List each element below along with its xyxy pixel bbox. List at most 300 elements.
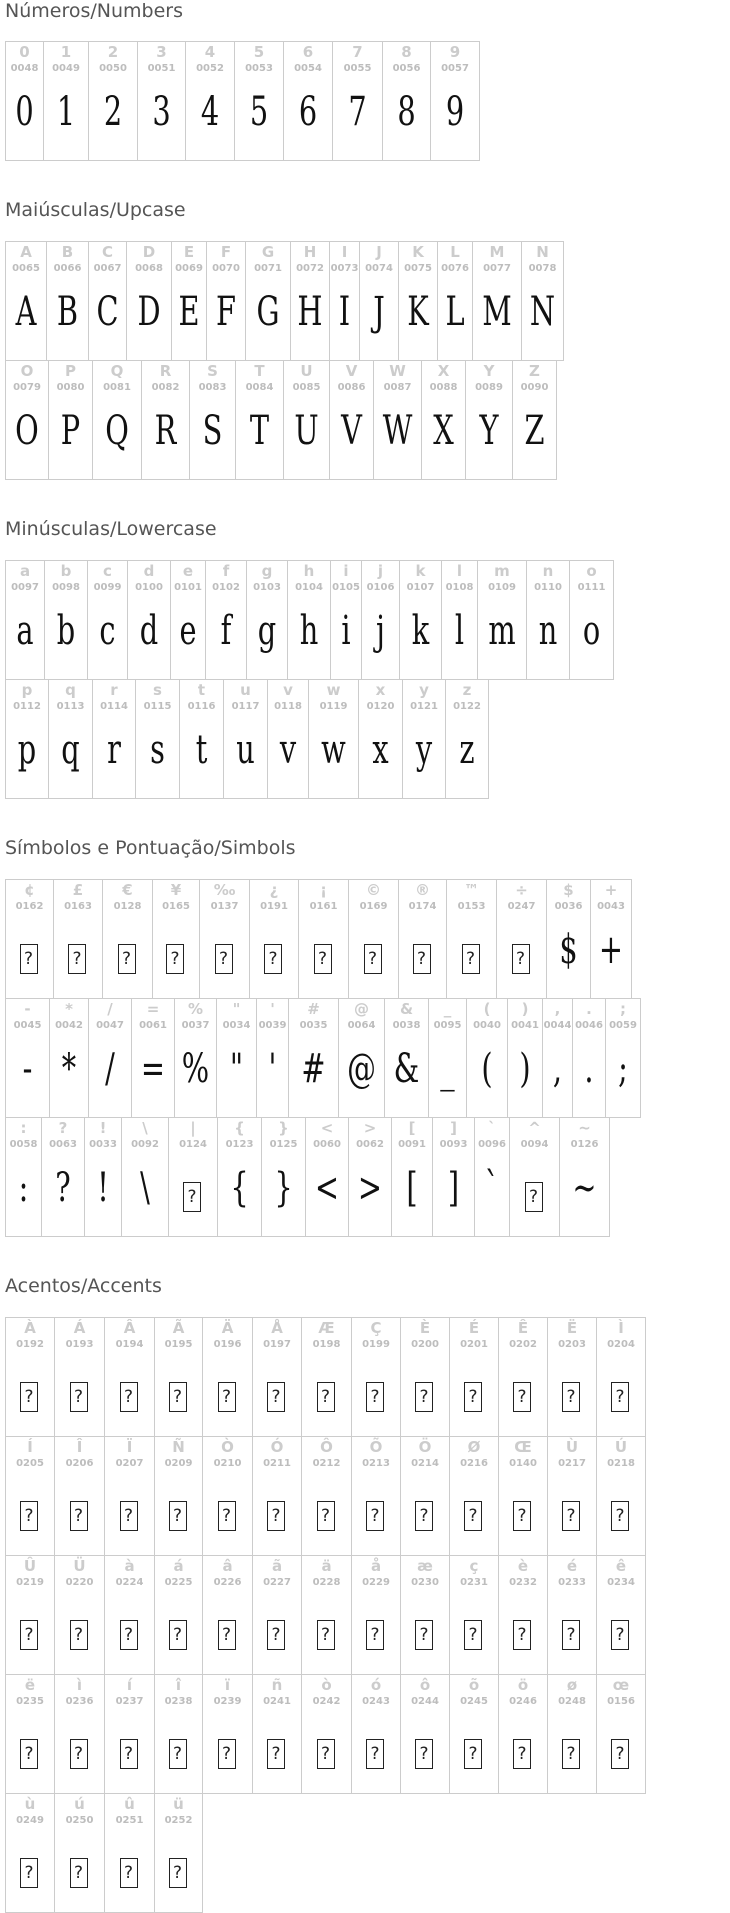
char-code-label: 0103	[253, 582, 281, 593]
font-glyph-sample: 9	[445, 89, 465, 135]
font-glyph-sample: u	[236, 727, 255, 773]
character-label: m	[494, 562, 510, 580]
character-label: ë	[24, 1676, 36, 1694]
glyph-cell	[398, 241, 438, 361]
character-label: å	[370, 1557, 382, 1575]
character-label: z	[462, 681, 472, 699]
font-glyph-sample: G	[256, 289, 280, 335]
glyph-cell	[466, 998, 508, 1118]
char-code-label: 0067	[93, 263, 122, 274]
font-glyph-sample: #	[301, 1046, 326, 1092]
char-code-label: 0105	[332, 582, 360, 593]
missing-glyph-box-icon: ?	[314, 944, 332, 974]
section-title-upcase: Maiúsculas/Upcase	[5, 199, 186, 221]
font-glyph-sample: 3	[152, 89, 171, 135]
character-label: É	[468, 1319, 480, 1337]
character-label: I	[341, 243, 348, 261]
glyph-cell	[5, 1674, 55, 1794]
glyph-cell	[301, 1555, 352, 1675]
character-label: i	[343, 562, 349, 580]
char-code-label: 0075	[404, 263, 432, 274]
character-label: Í	[27, 1438, 33, 1456]
character-label: F	[220, 243, 232, 261]
character-label: B	[61, 243, 74, 261]
char-code-label: 0038	[392, 1020, 421, 1031]
font-glyph-sample: v	[279, 727, 297, 773]
font-glyph-sample: g	[257, 608, 277, 654]
missing-glyph-box-icon: ?	[562, 1620, 580, 1650]
glyph-cell	[348, 1117, 392, 1237]
glyph-cell	[298, 879, 349, 999]
missing-glyph-box-icon: ?	[366, 1739, 384, 1769]
missing-glyph-box-icon: ?	[562, 1382, 580, 1412]
char-code-label: 0088	[429, 382, 458, 393]
glyph-cell	[398, 879, 447, 999]
character-label: Û	[23, 1557, 37, 1575]
char-code-label: 0118	[274, 701, 302, 712]
font-glyph-sample: `	[484, 1165, 500, 1211]
glyph-cell	[5, 1117, 42, 1237]
glyph-cell	[44, 560, 88, 680]
font-glyph-sample: +	[598, 927, 624, 973]
missing-glyph-box-icon: ?	[462, 944, 480, 974]
character-label: k	[415, 562, 426, 580]
glyph-cell	[547, 1555, 597, 1675]
character-label: ù	[24, 1795, 36, 1813]
character-label: Æ	[318, 1319, 335, 1337]
section-title-symbols: Símbolos e Pontuação/Simbols	[5, 837, 296, 859]
missing-glyph-box-icon: ?	[169, 1382, 187, 1412]
glyph-cell	[446, 879, 497, 999]
character-label: Õ	[369, 1438, 383, 1456]
character-label: í	[126, 1676, 133, 1694]
font-glyph-sample: 8	[397, 89, 416, 135]
missing-glyph-box-icon: ?	[267, 1620, 285, 1650]
font-glyph-sample: .	[584, 1046, 594, 1092]
section-title-lowercase: Minúsculas/Lowercase	[5, 518, 217, 540]
char-code-label: 0112	[13, 701, 41, 712]
font-glyph-sample: ;	[618, 1046, 628, 1092]
glyph-cell	[135, 679, 180, 799]
character-label: €	[122, 881, 133, 899]
char-code-label: 0058	[9, 1139, 38, 1150]
missing-glyph-box-icon: ?	[70, 1739, 88, 1769]
glyph-cell	[154, 1317, 203, 1437]
character-label: p	[21, 681, 33, 699]
glyph-cell	[104, 1674, 155, 1794]
character-label: %	[187, 1000, 204, 1018]
char-code-label: 0084	[245, 382, 274, 393]
glyph-cell	[301, 1436, 352, 1556]
glyph-cell	[332, 41, 383, 161]
glyph-cell	[305, 1117, 349, 1237]
character-label: <	[320, 1119, 334, 1137]
glyph-cell	[205, 560, 247, 680]
character-label: Q	[110, 362, 124, 380]
font-glyph-sample: :	[18, 1165, 29, 1211]
glyph-cell	[202, 1317, 253, 1437]
missing-glyph-box-icon: ?	[169, 1858, 187, 1888]
font-glyph-sample: q	[61, 727, 80, 773]
font-glyph-sample: >	[357, 1165, 383, 1211]
glyph-cell	[5, 1793, 55, 1913]
character-label: é	[566, 1557, 578, 1575]
character-label: .	[586, 1000, 592, 1018]
glyph-cell	[441, 560, 478, 680]
char-code-label: 0090	[520, 382, 549, 393]
glyph-cell	[137, 41, 186, 161]
glyph-cell	[596, 1317, 646, 1437]
character-label: ó	[370, 1676, 382, 1694]
character-label: N	[536, 243, 549, 261]
missing-glyph-box-icon: ?	[611, 1382, 629, 1412]
missing-glyph-box-icon: ?	[525, 1182, 543, 1212]
char-code-label: 0066	[53, 263, 82, 274]
glyph-cell	[252, 1317, 302, 1437]
char-code-label: 0243	[362, 1696, 390, 1707]
char-code-label: 0220	[65, 1577, 94, 1588]
glyph-cell	[474, 1117, 510, 1237]
character-label: |	[190, 1119, 196, 1137]
font-glyph-sample: 2	[103, 89, 123, 135]
glyph-cell	[252, 1674, 302, 1794]
char-code-label: 0236	[65, 1696, 94, 1707]
character-label: C	[101, 243, 113, 261]
font-glyph-sample: L	[445, 289, 465, 335]
char-code-label: 0117	[231, 701, 260, 712]
character-label: á	[173, 1557, 184, 1575]
glyph-cell	[400, 1436, 450, 1556]
font-glyph-sample: J	[373, 289, 385, 335]
char-code-label: 0235	[16, 1696, 44, 1707]
char-code-label: 0047	[96, 1020, 124, 1031]
char-code-label: 0057	[441, 63, 469, 74]
glyph-cell	[202, 1555, 253, 1675]
character-label: ^	[528, 1119, 541, 1137]
section-title-numbers: Números/Numbers	[5, 0, 183, 22]
missing-glyph-box-icon: ?	[317, 1739, 335, 1769]
character-label: c	[103, 562, 112, 580]
font-glyph-sample: /	[105, 1046, 115, 1092]
glyph-cell	[400, 1674, 450, 1794]
char-code-label: 0044	[543, 1020, 572, 1031]
char-code-label: 0097	[11, 582, 39, 593]
glyph-cell	[509, 1117, 560, 1237]
glyph-cell	[605, 998, 641, 1118]
glyph-cell	[84, 1117, 122, 1237]
char-code-label: 0114	[100, 701, 128, 712]
glyph-cell	[252, 1555, 302, 1675]
glyph-cell	[512, 360, 557, 480]
missing-glyph-box-icon: ?	[166, 944, 184, 974]
char-code-label: 0053	[245, 63, 273, 74]
char-code-label: 0238	[164, 1696, 193, 1707]
glyph-cell	[477, 560, 527, 680]
glyph-cell	[234, 41, 284, 161]
missing-glyph-box-icon: ?	[218, 1739, 236, 1769]
char-code-label: 0051	[147, 63, 176, 74]
glyph-cell	[590, 879, 632, 999]
font-glyph-sample: ?	[55, 1165, 71, 1211]
character-label: œ	[612, 1676, 630, 1694]
font-glyph-sample: B	[56, 289, 79, 335]
char-code-label: 0042	[55, 1020, 83, 1031]
glyph-cell	[131, 998, 175, 1118]
character-label: `	[488, 1119, 496, 1137]
char-code-label: 0080	[56, 382, 85, 393]
font-glyph-sample: D	[137, 289, 161, 335]
grid-row	[5, 360, 556, 480]
char-code-label: 0203	[558, 1339, 586, 1350]
character-label: L	[450, 243, 460, 261]
character-label: õ	[468, 1676, 480, 1694]
missing-glyph-box-icon: ?	[70, 1382, 88, 1412]
character-label: Ü	[73, 1557, 86, 1575]
char-code-label: 0230	[411, 1577, 439, 1588]
char-code-label: 0206	[65, 1458, 94, 1469]
char-code-label: 0056	[392, 63, 421, 74]
glyph-cell	[54, 1674, 105, 1794]
font-glyph-sample: =	[140, 1046, 166, 1092]
font-glyph-sample: _	[440, 1046, 455, 1092]
font-glyph-sample: '	[268, 1046, 277, 1092]
character-label: Á	[73, 1319, 86, 1337]
character-label: 3	[156, 43, 167, 61]
character-label: Ê	[517, 1319, 529, 1337]
glyph-cell	[400, 1317, 450, 1437]
char-code-label: 0140	[509, 1458, 537, 1469]
char-code-label: 0224	[115, 1577, 144, 1588]
font-glyph-sample: w	[321, 727, 346, 773]
glyph-cell	[498, 1317, 548, 1437]
character-label: ú	[74, 1795, 85, 1813]
missing-glyph-box-icon: ?	[464, 1382, 482, 1412]
glyph-cell	[154, 1793, 203, 1913]
character-label: 0	[19, 43, 30, 61]
glyph-cell	[290, 241, 330, 361]
glyph-cell	[496, 879, 547, 999]
glyph-cell	[261, 1117, 306, 1237]
character-label: ®	[415, 881, 430, 899]
font-glyph-sample: h	[299, 608, 319, 654]
glyph-cell	[168, 1117, 218, 1237]
character-label: ‰	[213, 881, 236, 899]
char-code-label: 0234	[607, 1577, 635, 1588]
character-label: !	[99, 1119, 107, 1137]
character-label: £	[72, 881, 84, 899]
char-code-label: 0205	[16, 1458, 44, 1469]
font-glyph-sample: Q	[105, 408, 129, 454]
font-glyph-sample: R	[154, 408, 177, 454]
character-label: ã	[271, 1557, 283, 1575]
character-label: M	[489, 243, 505, 261]
glyph-cell	[154, 1555, 203, 1675]
glyph-cell	[569, 560, 614, 680]
section-title-accents: Acentos/Accents	[5, 1275, 162, 1297]
char-code-label: 0125	[269, 1139, 298, 1150]
font-glyph-sample: Y	[479, 408, 499, 454]
missing-glyph-box-icon: ?	[415, 1382, 433, 1412]
font-glyph-sample: ,	[552, 1046, 563, 1092]
char-code-label: 0169	[359, 901, 388, 912]
char-code-label: 0192	[16, 1339, 44, 1350]
glyph-cell	[402, 679, 446, 799]
glyph-cell	[54, 1793, 105, 1913]
character-label: ö	[517, 1676, 529, 1694]
character-label: j	[377, 562, 384, 580]
char-code-label: 0046	[575, 1020, 603, 1031]
character-label: o	[586, 562, 597, 580]
glyph-cell	[449, 1674, 499, 1794]
missing-glyph-box-icon: ?	[513, 1382, 531, 1412]
char-code-label: 0218	[607, 1458, 635, 1469]
character-label: h	[303, 562, 315, 580]
glyph-cell	[206, 241, 246, 361]
character-label: ¿	[269, 881, 279, 899]
font-glyph-sample: k	[411, 608, 430, 654]
character-label: =	[146, 1000, 160, 1018]
char-code-label: 0079	[13, 382, 41, 393]
missing-glyph-box-icon: ?	[611, 1739, 629, 1769]
missing-glyph-box-icon: ?	[415, 1501, 433, 1531]
font-glyph-sample: $	[559, 927, 578, 973]
glyph-cell	[185, 41, 235, 161]
char-code-label: 0059	[609, 1020, 637, 1031]
glyph-cell	[246, 560, 288, 680]
char-code-label: 0073	[330, 263, 359, 274]
character-label: Å	[271, 1319, 283, 1337]
character-label: ä	[321, 1557, 332, 1575]
glyph-cell	[559, 1117, 610, 1237]
font-glyph-sample: %	[181, 1046, 210, 1092]
glyph-cell	[87, 560, 128, 680]
glyph-cell	[596, 1436, 646, 1556]
character-label: v	[283, 681, 293, 699]
char-code-label: 0049	[52, 63, 80, 74]
grid-row	[5, 879, 631, 999]
char-code-label: 0104	[295, 582, 323, 593]
font-glyph-sample: @	[347, 1046, 376, 1092]
char-code-label: 0045	[13, 1020, 42, 1031]
glyph-cell	[54, 1317, 105, 1437]
missing-glyph-box-icon: ?	[513, 1501, 531, 1531]
missing-glyph-box-icon: ?	[169, 1620, 187, 1650]
char-code-label: 0102	[212, 582, 240, 593]
glyph-cell	[41, 1117, 85, 1237]
font-glyph-sample: {	[230, 1165, 249, 1211]
character-label: #	[307, 1000, 320, 1018]
char-code-label: 0216	[460, 1458, 488, 1469]
character-label: O	[20, 362, 34, 380]
char-code-label: 0039	[258, 1020, 287, 1031]
char-code-label: 0111	[577, 582, 606, 593]
character-label: Ä	[221, 1319, 234, 1337]
font-glyph-sample: o	[582, 608, 601, 654]
glyph-cell	[170, 560, 206, 680]
character-label: x	[375, 681, 386, 699]
char-code-label: 0162	[15, 901, 44, 912]
char-code-label: 0204	[607, 1339, 635, 1350]
character-label: $	[563, 881, 574, 899]
glyph-cell	[421, 360, 466, 480]
font-glyph-sample: 0	[15, 89, 34, 135]
glyph-cell	[154, 1436, 203, 1556]
glyph-cell	[202, 1674, 253, 1794]
missing-glyph-box-icon: ?	[464, 1501, 482, 1531]
glyph-cell	[351, 1436, 401, 1556]
char-code-label: 0122	[453, 701, 481, 712]
missing-glyph-box-icon: ?	[415, 1620, 433, 1650]
char-code-label: 0194	[115, 1339, 144, 1350]
character-label: æ	[417, 1557, 433, 1575]
glyph-cell	[547, 1674, 597, 1794]
glyph-cell	[5, 241, 47, 361]
char-code-label: 0074	[365, 263, 393, 274]
character-label: e	[182, 562, 194, 580]
font-glyph-sample: f	[220, 608, 232, 654]
char-code-label: 0070	[212, 263, 240, 274]
character-label: Ì	[618, 1319, 624, 1337]
glyph-cell	[432, 1117, 475, 1237]
glyph-cell	[358, 679, 403, 799]
glyph-cell	[48, 360, 93, 480]
glyph-cell	[449, 1555, 499, 1675]
character-label: n	[542, 562, 554, 580]
font-glyph-sample: C	[96, 289, 119, 335]
glyph-cell	[179, 679, 224, 799]
missing-glyph-box-icon: ?	[20, 1501, 38, 1531]
character-label: Ó	[270, 1438, 284, 1456]
missing-glyph-box-icon: ?	[70, 1858, 88, 1888]
missing-glyph-box-icon: ?	[317, 1620, 335, 1650]
font-glyph-sample: 4	[200, 89, 220, 135]
glyph-cell	[288, 998, 339, 1118]
char-code-label: 0226	[213, 1577, 242, 1588]
char-code-label: 0096	[478, 1139, 506, 1150]
font-glyph-sample: &	[393, 1046, 420, 1092]
font-glyph-sample: *	[61, 1046, 77, 1092]
glyph-cell	[256, 998, 289, 1118]
missing-glyph-box-icon: ?	[364, 944, 382, 974]
character-label: Â	[123, 1319, 136, 1337]
char-code-label: 0231	[460, 1577, 488, 1588]
missing-glyph-box-icon: ?	[20, 1620, 38, 1650]
character-label: Ø	[467, 1438, 481, 1456]
character-label: 7	[352, 43, 363, 61]
glyph-cell	[498, 1674, 548, 1794]
grid-row	[5, 1793, 202, 1913]
missing-glyph-box-icon: ?	[366, 1501, 384, 1531]
character-label: d	[143, 562, 155, 580]
char-code-label: 0225	[164, 1577, 193, 1588]
character-label: T	[254, 362, 265, 380]
font-glyph-sample: A	[15, 289, 37, 335]
glyph-cell	[384, 998, 429, 1118]
character-label: A	[20, 243, 32, 261]
char-code-label: 0108	[445, 582, 474, 593]
char-code-label: 0094	[520, 1139, 549, 1150]
character-label: Ò	[221, 1438, 234, 1456]
character-label: E	[183, 243, 195, 261]
character-label: [	[408, 1119, 416, 1137]
char-code-label: 0126	[570, 1139, 599, 1150]
character-label: +	[604, 881, 618, 899]
character-label: Ô	[320, 1438, 333, 1456]
char-code-label: 0247	[507, 901, 536, 912]
glyph-cell	[102, 879, 153, 999]
character-label: û	[124, 1795, 135, 1813]
character-label: 6	[302, 43, 314, 61]
